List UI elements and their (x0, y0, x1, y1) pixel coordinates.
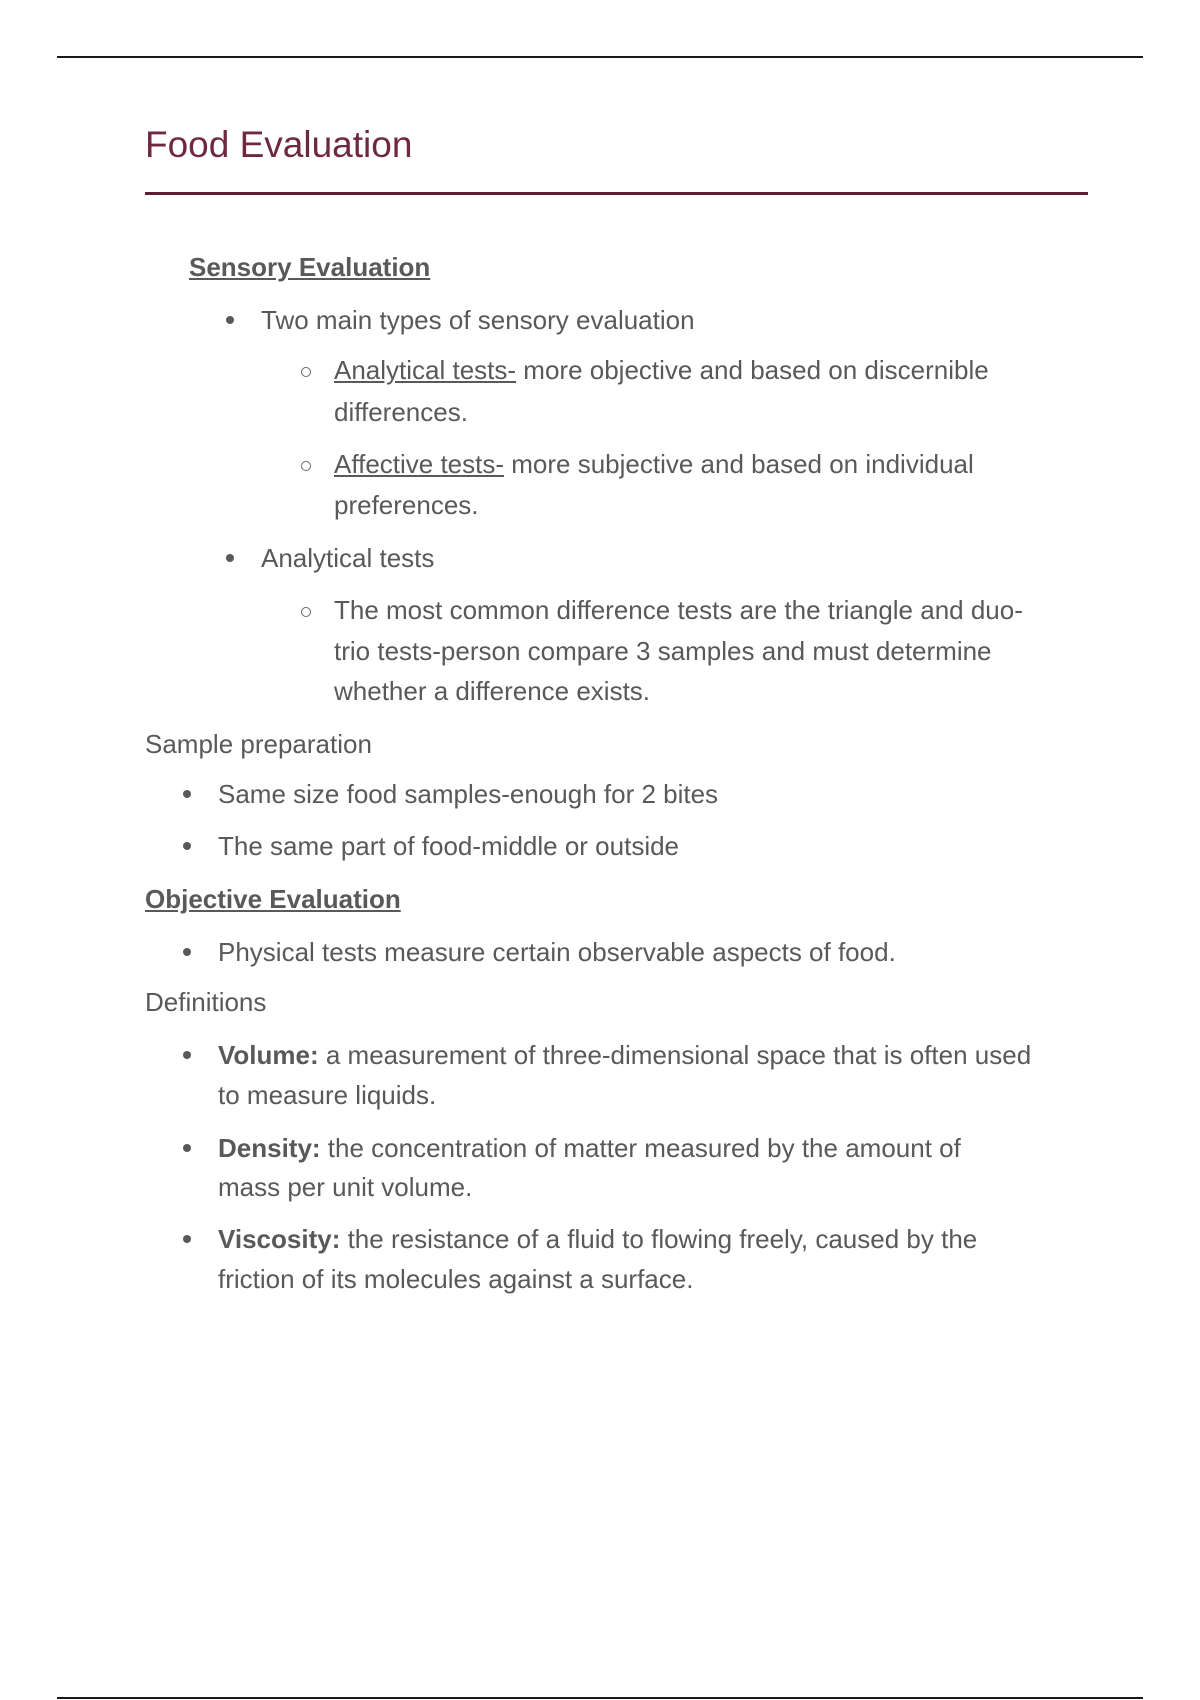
hollow-bullet-icon (301, 367, 311, 377)
density-definition-continued: mass per unit volume. (218, 1172, 473, 1202)
volume-definition-continued: to measure liquids. (218, 1080, 437, 1110)
objective-heading: Objective Evaluation (145, 884, 401, 914)
page-bottom-rule (57, 1697, 1143, 1699)
density-definition (218, 1128, 961, 1168)
bullet-icon (183, 790, 191, 798)
analytical-tests-item (334, 350, 989, 390)
viscosity-definition-continued: friction of its molecules against a surface. (218, 1264, 694, 1294)
objective-item-1: Physical tests measure certain observable aspects of food. (218, 937, 896, 967)
bullet-icon (226, 554, 234, 562)
sensory-heading: Sensory Evaluation (189, 252, 431, 282)
density-text: the concentration of matter measured by the amount of (320, 1133, 961, 1163)
bullet-icon (183, 842, 191, 850)
affective-tests-continued: preferences. (334, 490, 479, 520)
density-term: Density: (218, 1133, 321, 1163)
volume-definition (218, 1035, 1031, 1075)
page-top-rule (57, 56, 1143, 58)
sample-item-1: Same size food samples-enough for 2 bites (218, 779, 719, 809)
bullet-icon (183, 948, 191, 956)
difference-tests-line-1: The most common difference tests are the triangle and duo- (334, 595, 1023, 625)
sensory-types-item: Two main types of sensory evaluation (261, 305, 695, 335)
bullet-icon (226, 316, 234, 324)
analytical-tests-text: more objective and based on discernible (516, 355, 989, 385)
analytical-tests-bullet: Analytical tests (261, 543, 435, 573)
volume-term: Volume: (218, 1040, 319, 1070)
affective-tests-text: more subjective and based on individual (504, 449, 974, 479)
bullet-icon (183, 1144, 191, 1152)
difference-tests-line-3: whether a difference exists. (334, 676, 651, 706)
affective-tests-item (334, 444, 974, 484)
viscosity-term: Viscosity: (218, 1224, 341, 1254)
document-title: Food Evaluation (145, 124, 413, 165)
analytical-tests-continued: differences. (334, 397, 468, 427)
hollow-bullet-icon (301, 607, 311, 617)
title-underline-rule (145, 192, 1088, 195)
bullet-icon (183, 1051, 191, 1059)
analytical-tests-label: Analytical tests- (334, 355, 517, 385)
sample-item-2: The same part of food-middle or outside (218, 831, 680, 861)
volume-text: a measurement of three-dimensional space that is often used (318, 1040, 1032, 1070)
viscosity-text: the resistance of a fluid to flowing freely, caused by the (340, 1224, 978, 1254)
difference-tests-line-2: trio tests-person compare 3 samples and must determine (334, 636, 992, 666)
viscosity-definition (218, 1219, 977, 1259)
bullet-icon (183, 1235, 191, 1243)
sample-preparation-heading: Sample preparation (145, 729, 372, 759)
hollow-bullet-icon (301, 461, 311, 471)
affective-tests-label: Affective tests- (334, 449, 505, 479)
definitions-heading: Definitions (145, 987, 267, 1017)
